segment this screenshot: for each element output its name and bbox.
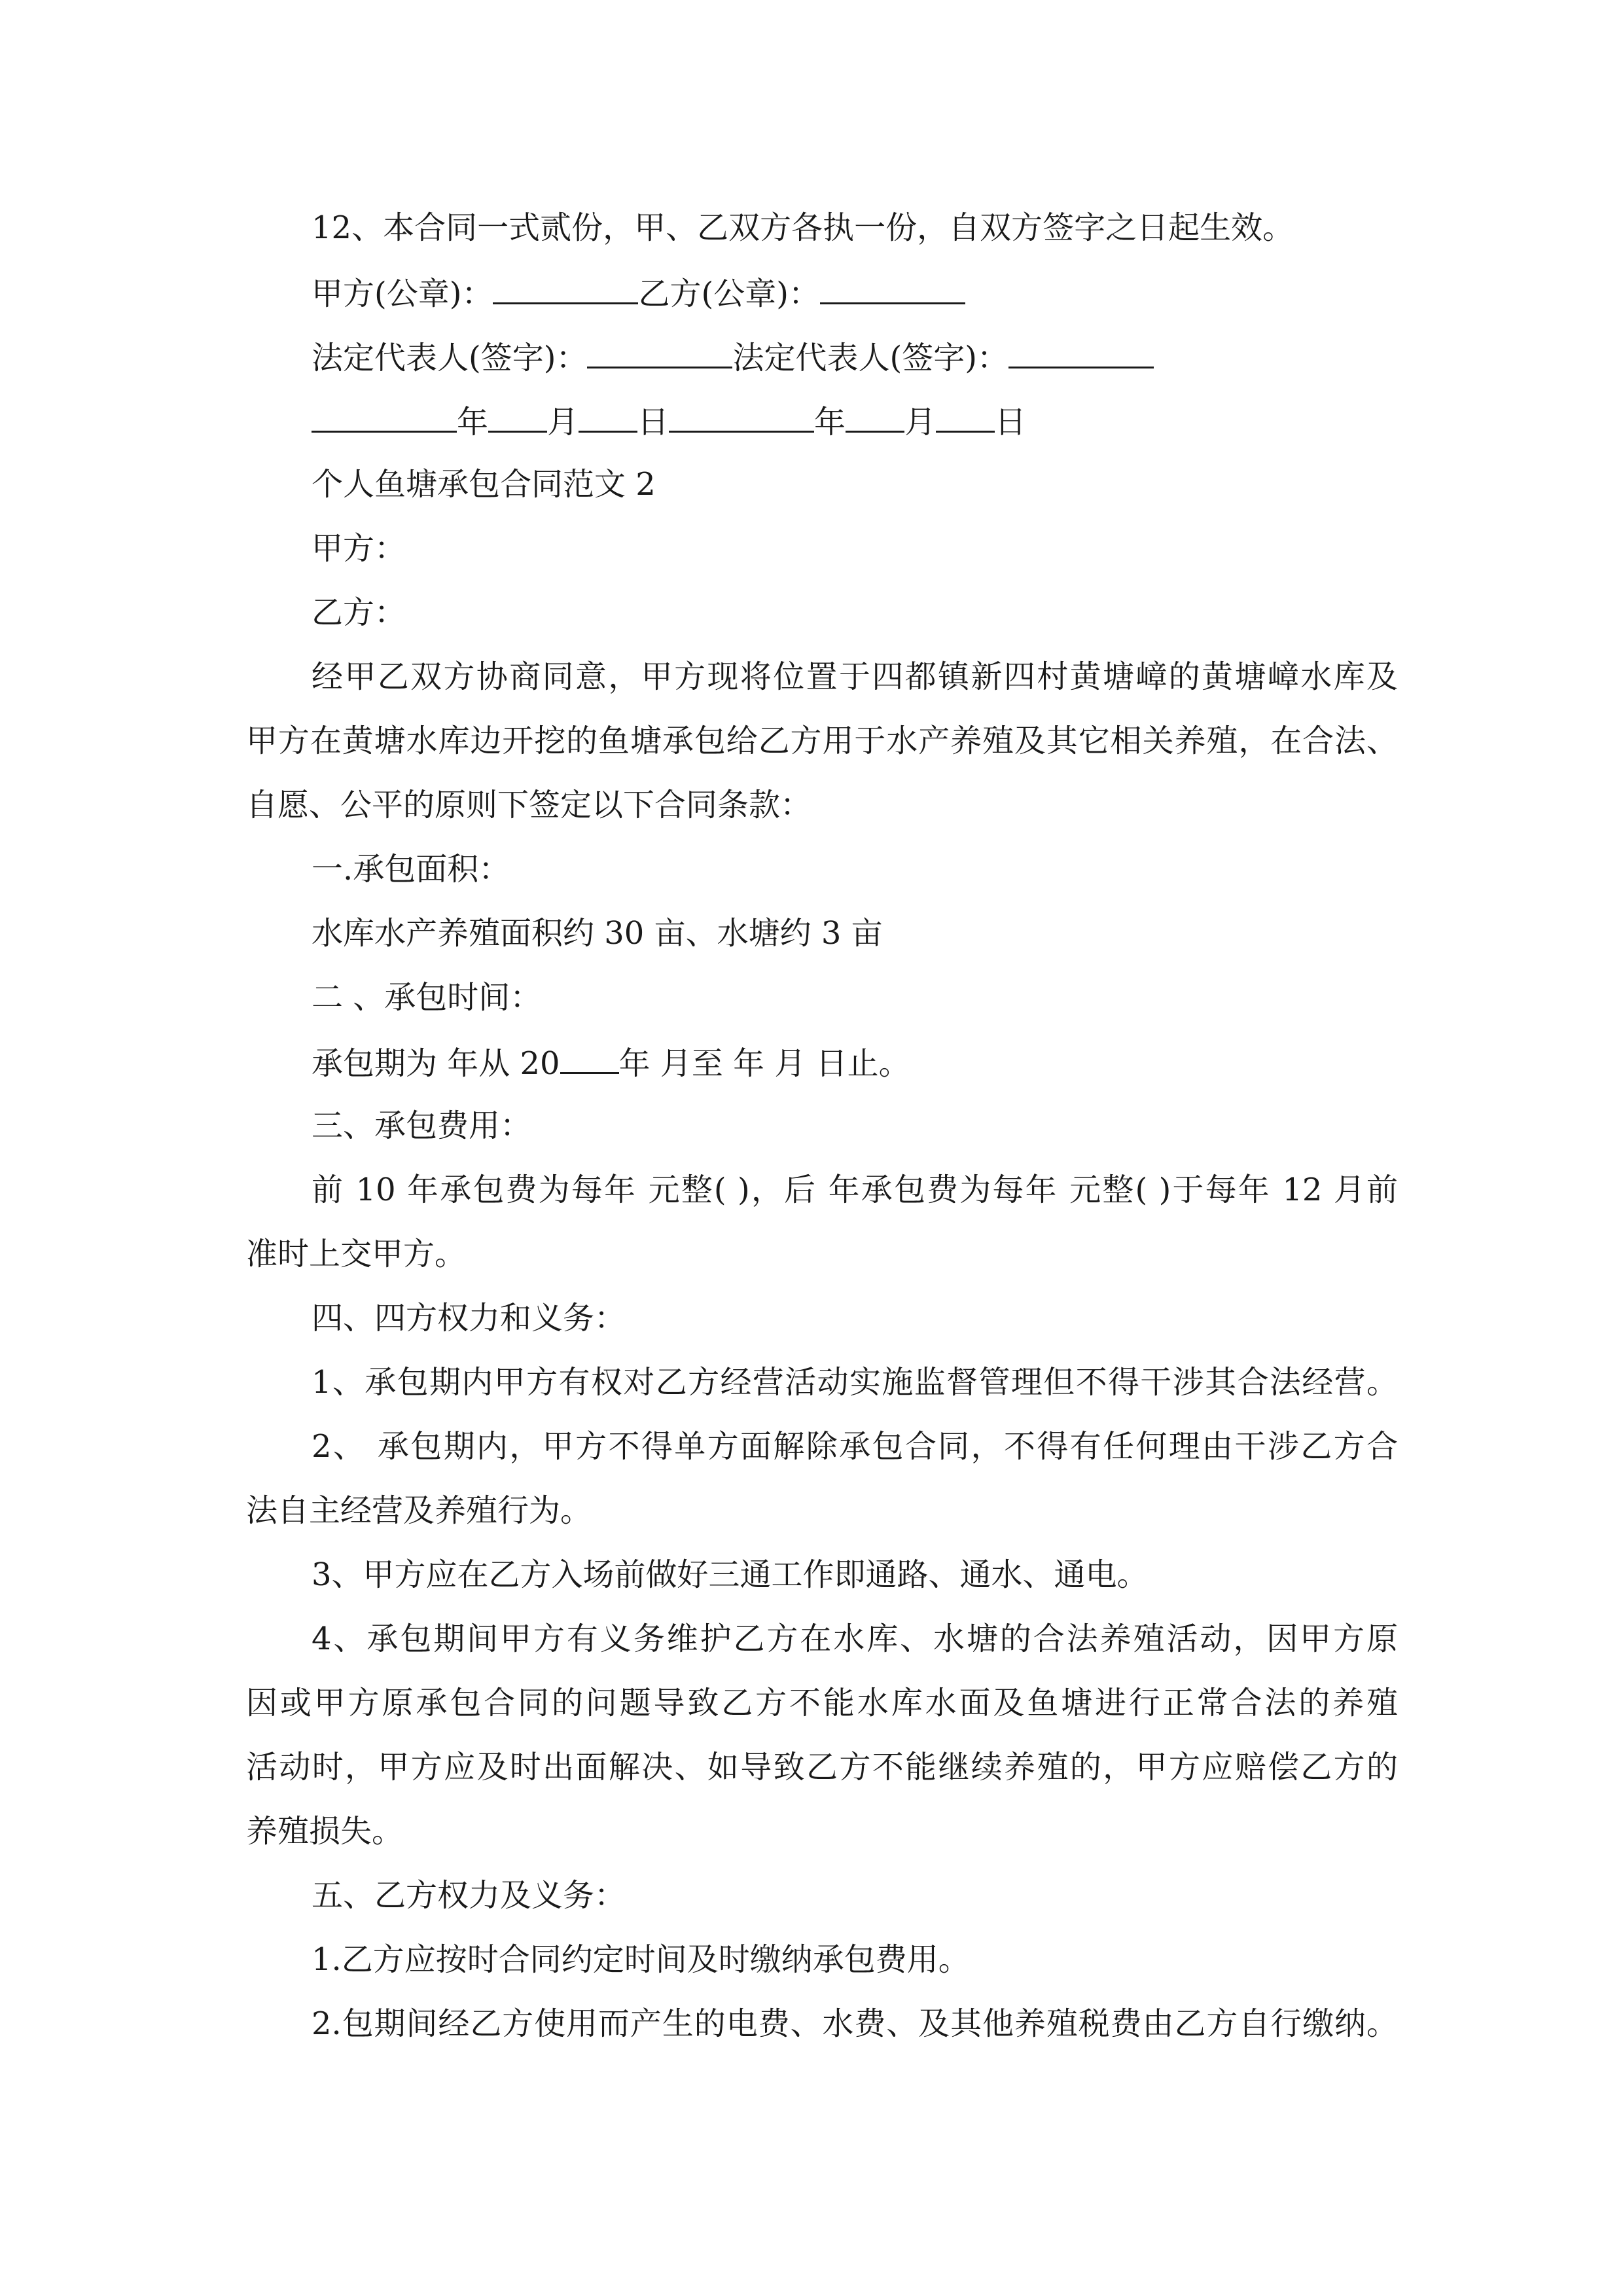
- month-blank-a: [488, 401, 547, 433]
- section-4-heading: 四、四方权力和义务：: [312, 1300, 626, 1336]
- year-blank-a: [312, 401, 457, 433]
- section-4-item-4-line-2: 因或甲方原承包合同的问题导致乙方不能水库水面及鱼塘进行正常合法的养殖: [246, 1685, 1398, 1721]
- section-4-item-4-line-4: 养殖损失。: [246, 1813, 404, 1850]
- month-label-b: 月: [904, 404, 936, 440]
- section-2-heading: 二 、承包时间：: [312, 979, 542, 1016]
- month-blank-b: [846, 401, 904, 433]
- section-3-body-line-1: 前 10 年承包费为每年 元整( )，后 年承包费为每年 元整( )于每年 12 月前: [312, 1172, 1398, 1208]
- term-text-end: 年 月至 年 月 日止。: [618, 1045, 910, 1082]
- party-b-label: 乙方：: [312, 594, 406, 631]
- day-blank-a: [579, 401, 637, 433]
- seal-signature-line: [312, 272, 1398, 314]
- section-5-item-1: 1.乙方应按时合同约定时间及时缴纳承包费用。: [312, 1941, 970, 1978]
- year-label-b: 年: [814, 404, 846, 440]
- section-3-heading: 三、承包费用：: [312, 1107, 532, 1144]
- party-b-seal-label: 乙方(公章)：: [638, 276, 820, 312]
- section-4-item-1: 1、承包期内甲方有权对乙方经营活动实施监督管理但不得干涉其合法经营。: [312, 1364, 1398, 1401]
- party-a-rep-label: 法定代表人(签字)：: [312, 340, 588, 376]
- section-5-item-2: 2.包期间经乙方使用而产生的电费、水费、及其他养殖税费由乙方自行缴纳。: [312, 2005, 1398, 2042]
- intro-paragraph-line-3: 自愿、公平的原则下签定以下合同条款：: [246, 787, 812, 823]
- day-label-a: 日: [637, 404, 669, 440]
- section-4-item-4-line-3: 活动时，甲方应及时出面解决、如导致乙方不能继续养殖的，甲方应赔偿乙方的: [246, 1749, 1398, 1785]
- day-label-b: 日: [995, 404, 1027, 440]
- day-blank-b: [936, 401, 995, 433]
- party-a-seal-blank: [493, 272, 638, 304]
- party-a-seal-label: 甲方(公章)：: [312, 276, 493, 312]
- section-5-heading: 五、乙方权力及义务：: [312, 1877, 626, 1914]
- date-line: [312, 401, 1398, 442]
- intro-paragraph-line-1: 经甲乙双方协商同意，甲方现将位置于四都镇新四村黄塘嶂的黄塘嶂水库及: [312, 658, 1398, 695]
- month-label-a: 月: [547, 404, 579, 440]
- party-b-rep-blank: [1008, 336, 1154, 368]
- term-text-start: 承包期为 年从 20: [312, 1045, 560, 1082]
- section-2-body: [312, 1042, 1398, 1083]
- party-a-label: 甲方：: [312, 530, 406, 567]
- section-4-item-2-line-2: 法自主经营及养殖行为。: [246, 1492, 592, 1529]
- contract-2-title: 个人鱼塘承包合同范文 2: [312, 466, 656, 503]
- party-b-rep-label: 法定代表人(签字)：: [732, 340, 1008, 376]
- section-1-heading: 一.承包面积：: [312, 851, 510, 888]
- section-4-item-4-line-1: 4、承包期间甲方有义务维护乙方在水库、水塘的合法养殖活动，因甲方原: [312, 1621, 1398, 1657]
- clause-12: 12、本合同一式贰份，甲、乙双方各执一份，自双方签字之日起生效。: [312, 209, 1294, 246]
- section-3-body-line-2: 准时上交甲方。: [246, 1236, 467, 1272]
- representative-signature-line: [312, 336, 1398, 378]
- party-a-rep-blank: [587, 336, 732, 368]
- intro-paragraph-line-2: 甲方在黄塘水库边开挖的鱼塘承包给乙方用于水产养殖及其它相关养殖，在合法、: [246, 723, 1398, 759]
- party-b-seal-blank: [820, 272, 965, 304]
- year-label-a: 年: [457, 404, 489, 440]
- year-blank-b: [669, 401, 814, 433]
- section-1-body: 水库水产养殖面积约 30 亩、水塘约 3 亩: [312, 915, 883, 952]
- start-year-blank: [560, 1042, 619, 1074]
- section-4-item-3: 3、甲方应在乙方入场前做好三通工作即通路、通水、通电。: [312, 1556, 1149, 1593]
- section-4-item-2-line-1: 2、 承包期内，甲方不得单方面解除承包合同，不得有任何理由干涉乙方合: [312, 1428, 1398, 1465]
